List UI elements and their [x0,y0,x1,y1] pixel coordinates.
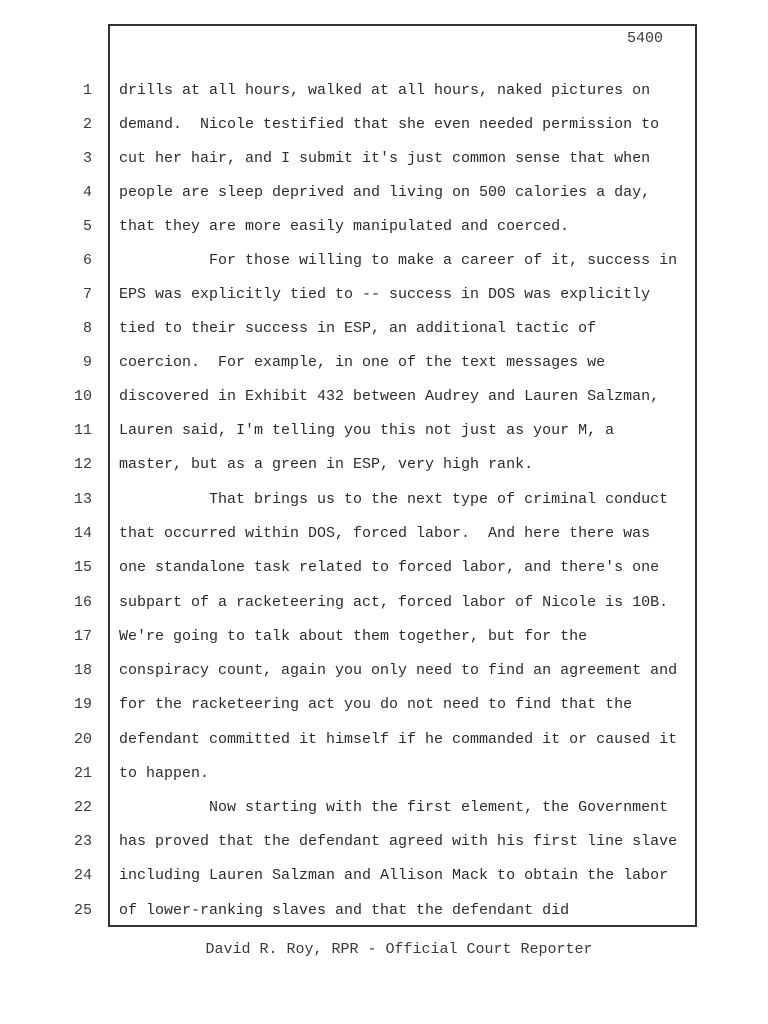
line-number: 22 [73,799,92,816]
line-number: 13 [73,491,92,508]
transcript-line: conspiracy count, again you only need to find an agreement and [119,662,678,679]
transcript-line: EPS was explicitly tied to -- success in DOS was explicitly [119,286,651,303]
court-reporter-footer: David R. Roy, RPR - Official Court Reporter [205,941,593,958]
transcript-line: demand. Nicole testified that she even needed permission to [119,116,660,133]
line-number: 10 [73,388,92,405]
transcript-line: tied to their success in ESP, an additional tactic of [119,320,597,337]
transcript-line: for the racketeering act you do not need to find that the [119,696,633,713]
line-number: 5 [82,218,92,235]
transcript-line: We're going to talk about them together, but for the [119,628,588,645]
line-number: 19 [73,696,92,713]
line-number: 21 [73,765,92,782]
transcript-line: cut her hair, and I submit it's just common sense that when [119,150,651,167]
line-number: 20 [73,731,92,748]
transcript-line: of lower-ranking slaves and that the defendant did [119,902,570,919]
transcript-line: people are sleep deprived and living on 500 calories a day, [119,184,651,201]
transcript-line: coercion. For example, in one of the text messages we [119,354,606,371]
transcript-line: drills at all hours, walked at all hours, naked pictures on [119,82,651,99]
line-number: 4 [82,184,92,201]
line-number: 18 [73,662,92,679]
line-number-column [0,0,92,1024]
line-number: 25 [73,902,92,919]
transcript-line: one standalone task related to forced labor, and there's one [119,559,660,576]
line-number: 8 [82,320,92,337]
line-number: 23 [73,833,92,850]
line-number: 16 [73,594,92,611]
transcript-line: Lauren said, I'm telling you this not just as your M, a [119,422,615,439]
transcript-line: subpart of a racketeering act, forced labor of Nicole is 10B. [119,594,669,611]
line-number: 6 [82,252,92,269]
transcript-line: defendant committed it himself if he commanded it or caused it [119,731,678,748]
line-number: 24 [73,867,92,884]
line-number: 2 [82,116,92,133]
line-number: 17 [73,628,92,645]
line-number: 9 [82,354,92,371]
transcript-line: That brings us to the next type of criminal conduct [119,491,669,508]
transcript-line: For those willing to make a career of it, success in [119,252,678,269]
transcript-line: Now starting with the first element, the Government [119,799,669,816]
transcript-line: including Lauren Salzman and Allison Mack to obtain the labor [119,867,669,884]
transcript-line: master, but as a green in ESP, very high rank. [119,456,534,473]
transcript-line: to happen. [119,765,210,782]
transcript-line: that occurred within DOS, forced labor. And here there was [119,525,651,542]
line-number: 11 [73,422,92,439]
line-number: 3 [82,150,92,167]
page-number: 5400 [626,30,663,47]
transcript-line: discovered in Exhibit 432 between Audrey and Lauren Salzman, [119,388,660,405]
transcript-line: has proved that the defendant agreed with his first line slave [119,833,678,850]
line-number: 12 [73,456,92,473]
line-number: 7 [82,286,92,303]
transcript-line: that they are more easily manipulated and coerced. [119,218,570,235]
line-number: 1 [82,82,92,99]
line-number: 14 [73,525,92,542]
line-number: 15 [73,559,92,576]
